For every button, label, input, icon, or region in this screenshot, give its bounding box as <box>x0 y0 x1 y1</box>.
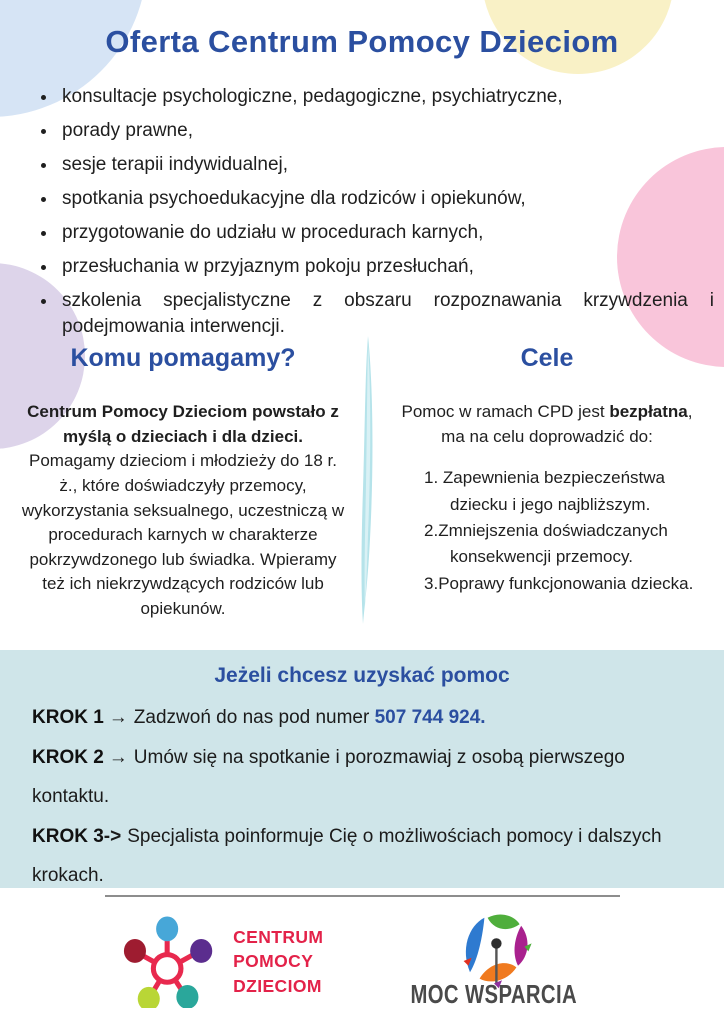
goal-text: Poprawy funkcjonowania dziecka. <box>438 573 694 593</box>
arrow-right-icon: → <box>108 707 128 728</box>
step-label: KROK 3 <box>32 825 104 847</box>
footer <box>0 888 724 1010</box>
goals-intro <box>390 400 704 449</box>
arrow-right-icon: → <box>108 746 128 768</box>
services-list <box>36 84 714 348</box>
step-row-3 <box>32 817 692 896</box>
service-item: • przesłuchania w przyjaznym pokoju przesłuchań, <box>58 254 714 280</box>
footer-logos <box>0 913 724 1010</box>
service-item: • porady prawne, <box>58 118 714 144</box>
page-title: Oferta Centrum Pomocy Dzieciom <box>105 24 619 59</box>
who-we-help-text <box>20 400 346 622</box>
moc-wsparcia-logo <box>387 913 601 1010</box>
arrow-right-icon: -> <box>103 825 122 847</box>
moc-logo-label: MOC WSPARCIA <box>410 979 578 1009</box>
two-column-section <box>16 344 716 626</box>
service-item: • konsultacje psychologiczne, pedagogiczne, psychiatryczne, <box>58 84 714 110</box>
goal-number: 2. <box>424 520 439 540</box>
column-divider <box>350 344 386 626</box>
who-we-help-lead: Centrum Pomocy Dzieciom powstało z myślą o dzieciach i dla dzieci. <box>27 402 339 446</box>
service-item: • przygotowanie do udziału w procedurach karnych, <box>58 220 714 246</box>
cpd-logo-line: DZIECIOM <box>233 975 322 996</box>
goal-item <box>424 571 708 597</box>
goal-text: Zapewnienia bezpieczeństwa dziecku i jego najbliższym. <box>442 468 665 514</box>
goals-list <box>424 465 708 597</box>
service-item: • spotkania psychoedukacyjne dla rodziców i opiekunów, <box>58 186 714 212</box>
goals-heading: Cele <box>520 344 574 372</box>
molecule-icon <box>123 916 215 1008</box>
goal-number: 1. <box>424 468 443 488</box>
who-we-help-heading: Komu pomagamy? <box>70 344 296 372</box>
footer-divider <box>105 895 620 897</box>
help-steps-heading: Jeżeli chcesz uzyskać pomoc <box>214 664 510 687</box>
service-item: • sesje terapii indywidualnej, <box>58 152 714 178</box>
goal-text: Zmniejszenia doświadczanych konsekwencji przemocy. <box>438 520 668 567</box>
goals-intro-suffix: , ma na celu doprowadzić do: <box>441 402 693 446</box>
phone-number: 507 744 924. <box>374 707 486 728</box>
step-text: Zadzwoń do nas pod numer <box>133 707 375 728</box>
cpd-logo <box>123 916 323 1008</box>
brush-stroke-divider-icon <box>356 334 380 626</box>
step-row-2 <box>32 738 692 817</box>
goals-intro-prefix: Pomoc w ramach CPD jest <box>401 402 610 421</box>
step-label: KROK 1 <box>32 707 104 728</box>
goal-item <box>424 465 708 518</box>
step-label: KROK 2 <box>32 746 104 768</box>
step-row-1 <box>32 698 692 738</box>
service-item: • szkolenia specjalistyczne z obszaru rozpoznawania krzywdzenia i podejmowania interwencji. <box>58 288 714 340</box>
who-we-help-column <box>16 344 350 626</box>
who-we-help-body: Pomagamy dzieciom i młodzieży do 18 r. ż., które doświadczyły przemocy, wykorzystania seksualnego, uczestniczą w procedurach karnych w charakterze pokrzywdzonego lub świadka. Wpieramy też ich niekrzywdzących rodziców lub opiekunów. <box>21 451 345 619</box>
pinwheel-bird-icon <box>453 913 535 989</box>
goal-item <box>424 518 708 571</box>
goals-column <box>386 344 716 626</box>
step-text: Umów się na spotkanie i porozmawiaj z osobą pierwszego kontaktu. <box>32 746 625 808</box>
goals-intro-bold: bezpłatna <box>609 402 688 421</box>
cpd-logo-text <box>233 925 323 999</box>
cpd-logo-line: CENTRUM <box>233 926 324 947</box>
help-steps-band <box>0 650 724 888</box>
goal-number: 3. <box>424 573 439 593</box>
step-text: Specjalista poinformuje Cię o możliwościach pomocy i dalszych krokach. <box>32 825 662 887</box>
cpd-logo-line: POMOCY <box>233 951 314 972</box>
